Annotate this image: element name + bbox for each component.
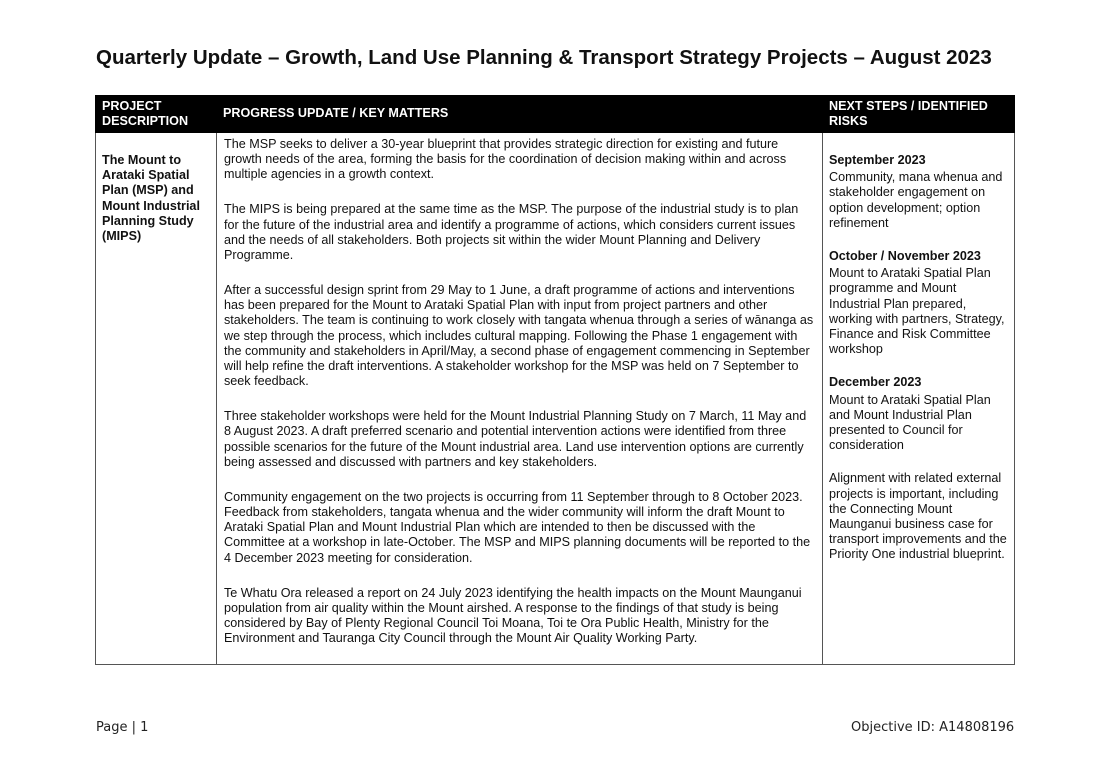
header-next-line1: NEXT STEPS / IDENTIFIED — [829, 98, 988, 113]
project-description-cell — [96, 133, 217, 665]
progress-paragraph: The MIPS is being prepared at the same time as the MSP. The purpose of the industrial study is to plan for the future of the industrial area and identify a programme of actions, which considers current issues and the needs of all stakeholders. Both projects sit within the wider Mount Planning and Delivery Programme. — [224, 202, 799, 263]
header-description-line2: DESCRIPTION — [102, 113, 189, 128]
header-description-line1: PROJECT — [102, 98, 162, 113]
header-next-steps — [823, 96, 1015, 133]
next-step-text: Alignment with related external projects is important, including the Connecting Mount Maunganui business case for transport improvements and the Priority One industrial blueprint. — [829, 471, 1007, 562]
header-next-line2: RISKS — [829, 113, 868, 128]
next-step-block — [829, 471, 1008, 562]
next-step-block — [829, 375, 1008, 453]
header-progress-update: PROGRESS UPDATE / KEY MATTERS — [217, 96, 823, 133]
table-header-row — [96, 96, 1015, 133]
description-line: The Mount to — [102, 153, 182, 167]
progress-paragraph: The MSP seeks to deliver a 30-year blueprint that provides strategic direction for existing and future growth needs of the area, forming the basis for the coordination of decision making within and across multiple agencies in a growth context. — [224, 137, 787, 182]
next-step-heading: September 2023 — [829, 153, 926, 167]
next-step-heading: December 2023 — [829, 375, 922, 390]
next-step-text: Community, mana whenua and stakeholder engagement on option development; option refinement — [829, 170, 1003, 230]
description-line: Arataki Spatial — [102, 168, 190, 183]
header-project-description — [96, 96, 217, 133]
page-number: Page | 1 — [96, 720, 149, 735]
objective-id: Objective ID: A14808196 — [851, 720, 1015, 735]
next-step-heading: October / November 2023 — [829, 249, 981, 264]
next-step-text: Mount to Arataki Spatial Plan and Mount Industrial Plan presented to Council for consideration — [829, 392, 991, 453]
progress-update-cell — [217, 133, 823, 665]
report-table — [95, 95, 1015, 665]
progress-paragraph: Community engagement on the two projects is occurring from 11 September through to 8 October 2023. Feedback from stakeholders, tangata whenua and the wider community will inform the draft Mount to Arataki Spatial Plan and Mount Industrial Plan which are intended to then be discussed with the Committee at a workshop in late-October. The MSP and MIPS planning documents will be reported to the 4 December 2023 meeting for consideration. — [224, 489, 811, 565]
description-line: Planning Study — [102, 213, 194, 228]
description-line: Mount Industrial — [102, 198, 200, 213]
progress-paragraph: Three stakeholder workshops were held for the Mount Industrial Planning Study on 7 March, 11 May and 8 August 2023. A draft preferred scenario and potential intervention actions were identified from three possible scenarios for the future of the Mount industrial area. Land use intervention options are currently being assessed and discussed with partners and key stakeholders. — [224, 409, 807, 469]
next-step-block — [829, 153, 1008, 231]
page-title: Quarterly Update – Growth, Land Use Planning & Transport Strategy Projects – August 2023 — [96, 46, 992, 69]
table-row — [96, 133, 1015, 665]
progress-paragraph: After a successful design sprint from 29 May to 1 June, a draft programme of actions and interventions has been prepared for the Mount to Arataki Spatial Plan with input from project partners and other stakeholders. The team is continuing to work closely with tangata whenua through a series of wānanga as we step through the process, which includes cultural mapping. Following the Phase 1 engagement with the community and stakeholders in April/May, a second phase of engagement commencing in September will help refine the draft interventions. A stakeholder workshop for the MSP was held on 7 September to seek feedback. — [224, 283, 814, 389]
next-step-text: Mount to Arataki Spatial Plan programme and Mount Industrial Plan prepared, working with partners, Strategy, Finance and Risk Committee workshop — [829, 266, 1005, 357]
progress-paragraph: Te Whatu Ora released a report on 24 July 2023 identifying the health impacts on the Mount Maunganui population from air quality within the Mount airshed. A response to the findings of that study is being considered by Bay of Plenty Regional Council Toi Moana, Toi te Ora Public Health, Ministry for the Environment and Tauranga City Council through the Mount Air Quality Working Party. — [224, 585, 802, 646]
description-line: (MIPS) — [102, 229, 142, 244]
description-line: Plan (MSP) and — [102, 183, 194, 198]
next-steps-cell — [823, 133, 1015, 665]
next-step-block — [829, 249, 1008, 357]
